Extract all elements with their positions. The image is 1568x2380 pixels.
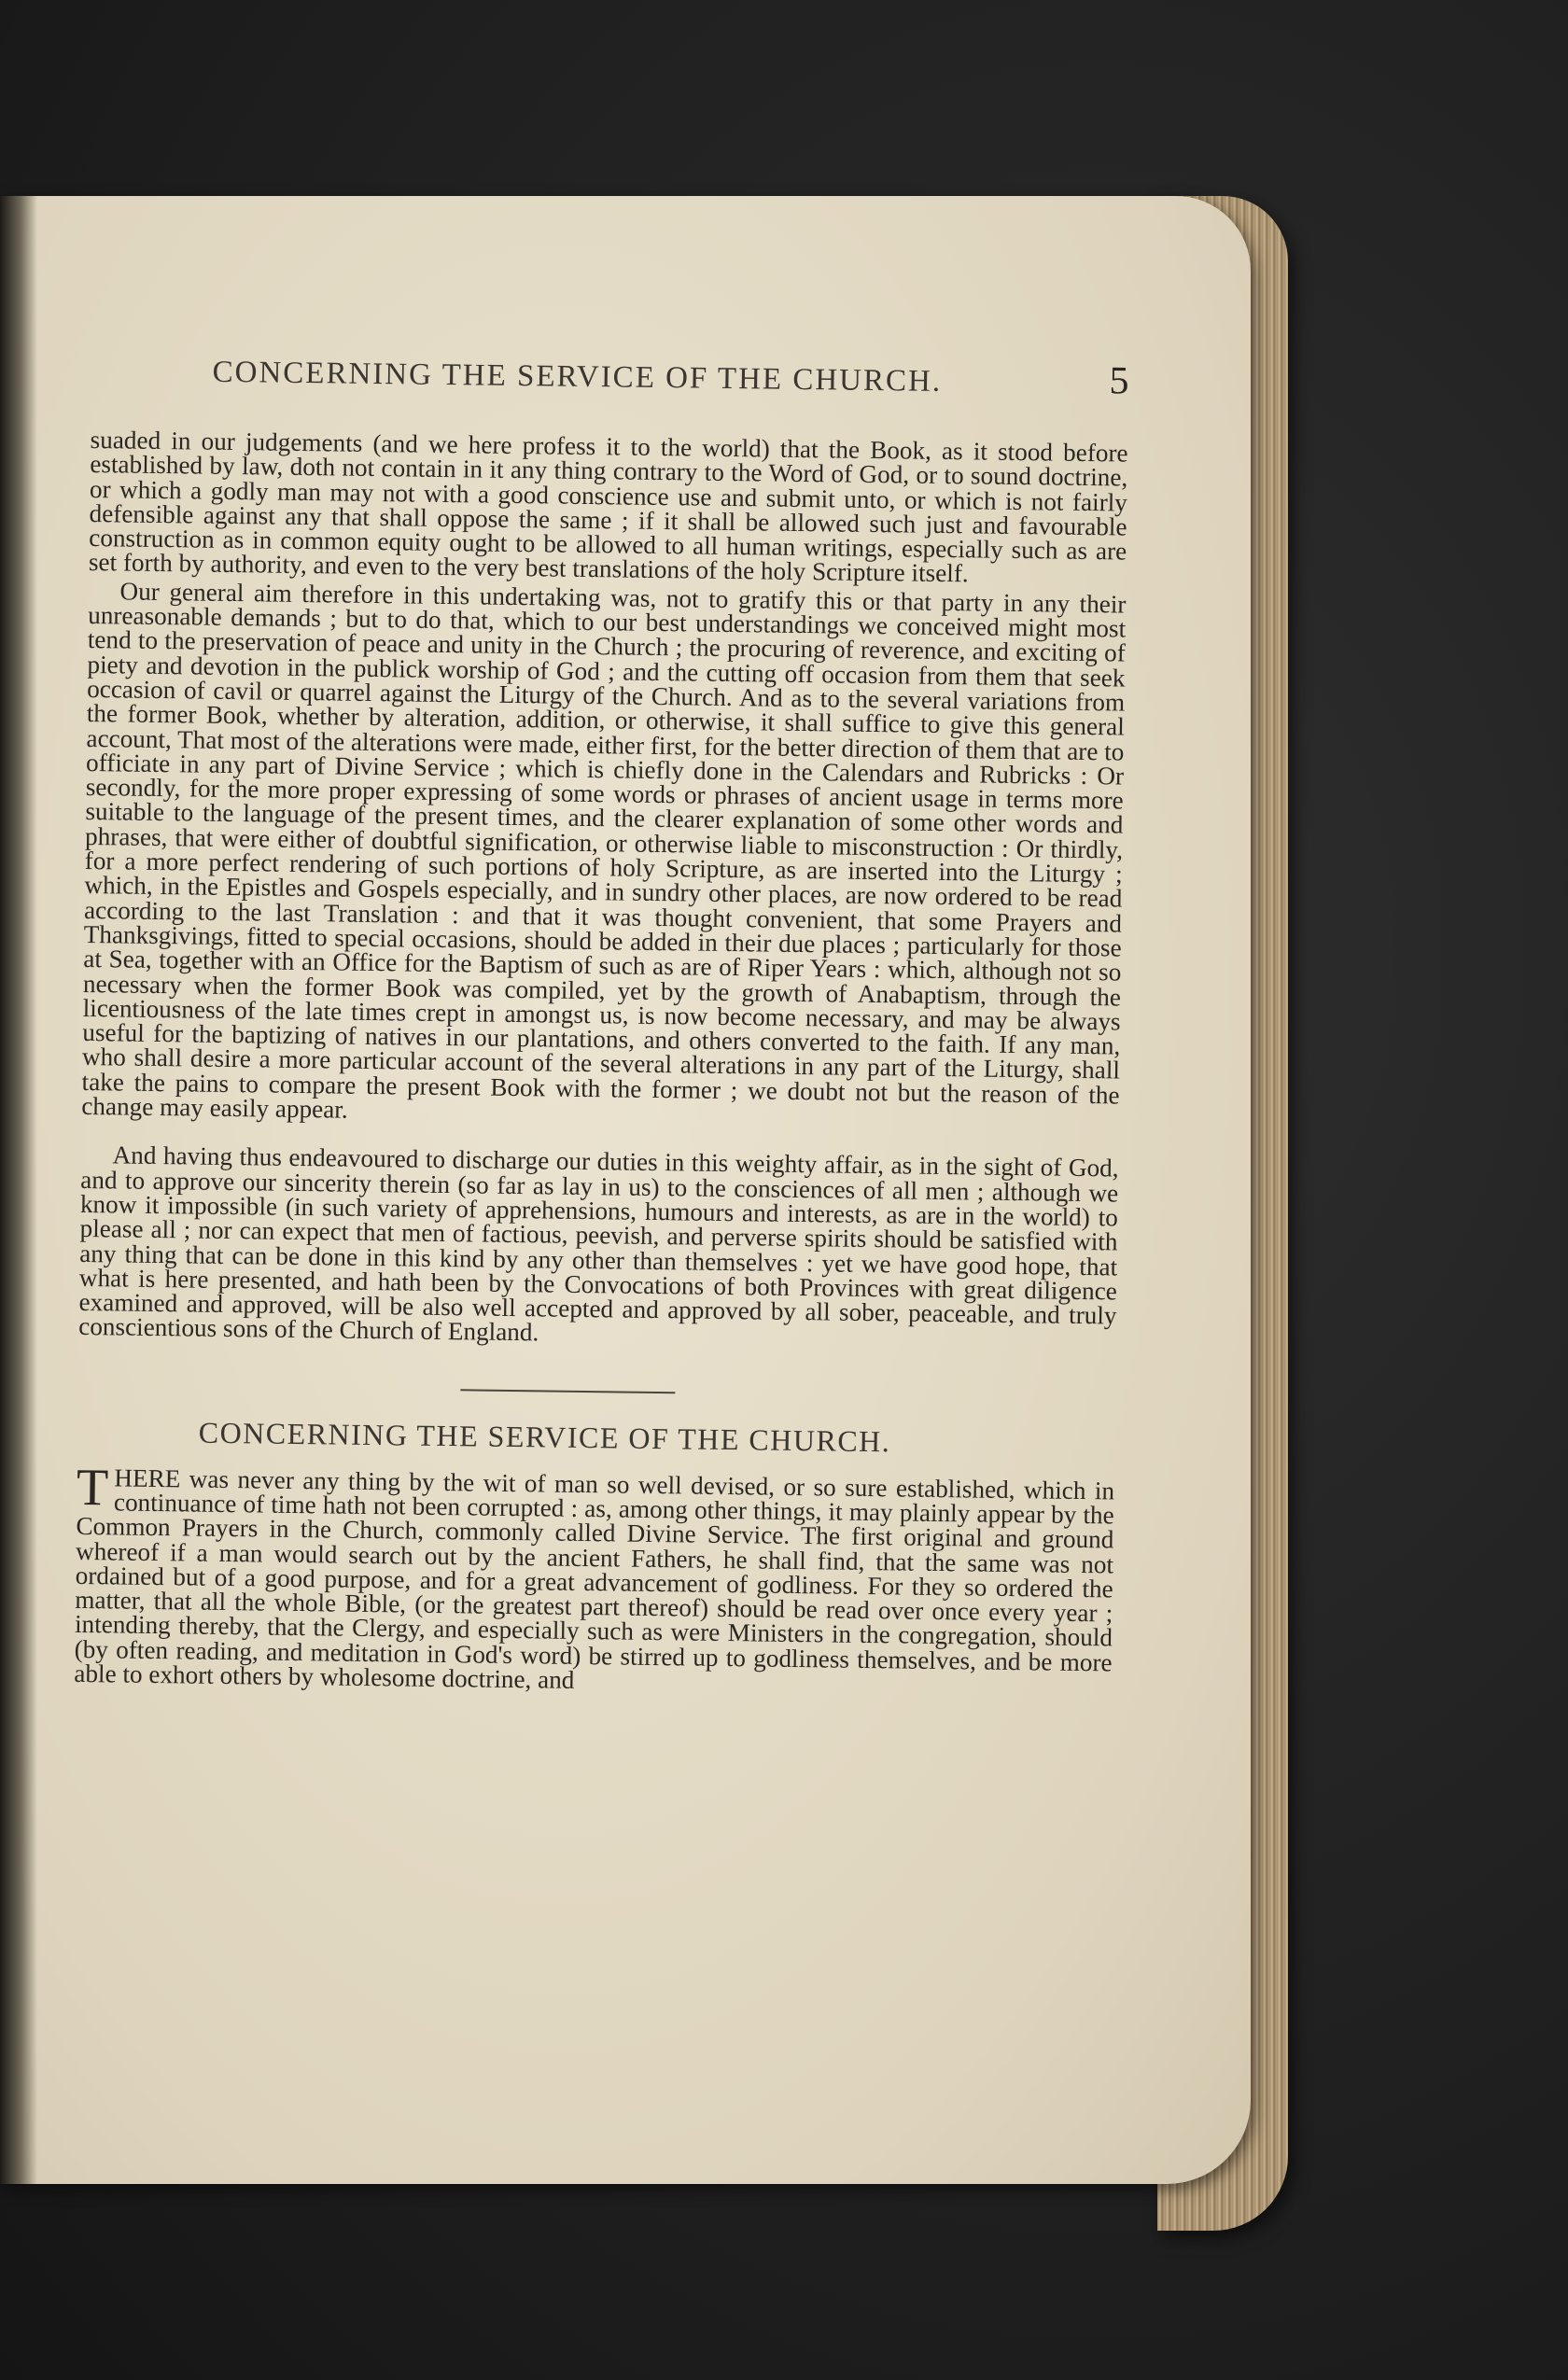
book-gutter (0, 196, 37, 2184)
paragraph-3: And having thus endeavoured to discharge our duties in this weighty affair, as in the sight of God, and to approve our sincerity therein (so far as lay in us) to the consciences of all men ; although we know it impossible (in such variety of apprehensions, humours and interests, as are in the world) to please all ; nor can expect that men of factious, peevish, and perverse spirits should be satisfied with any thing that can be done in this kind by any other than themselves : yet we have good hope, that what is here presented, and hath been by the Convocations of both Provinces with great diligence examined and approved, will be also well accepted and approved by all sober, peaceable, and truly conscientious sons of the Church of England. (78, 1141, 1119, 1347)
paragraph-1: suaded in our judgements (and we here profess it to the world) that the Book, as it stood before established by law, doth not contain in it any thing contrary to the Word of God, or to sound doctrine, or which a godly man may not with a good conscience use and submit unto, or which is not fairly defensible against any that shall oppose the same ; if it shall be allowed such just and favourable construction as in common equity ought to be allowed to all human writings, especially such as are set forth by authority, and even to the very best translations of the holy Scripture itself. (88, 425, 1128, 588)
section-heading: CONCERNING THE SERVICE OF THE CHURCH. (198, 1415, 891, 1458)
paragraph-2: Our general aim therefore in this undertaking was, not to gratify this or that party in any their unreasonable demands ; but to do that, which to our best understandings we conceived might most tend to the preservation of peace and unity in the Church ; the procuring of reverence, and exciting of piety and devotion in the publick worship of God ; and the cutting off occasion from them that seek occasion of cavil or quarrel against the Liturgy of the Church. And as to the several variations from the former Book, whether by alteration, addition, or otherwise, it shall suffice to give this general account, That most of the alterations were made, either first, for the better direction of them that are to officiate in any part of Divine Service ; which is chiefly done in the Calendars and Rubricks : Or secondly, for the more proper expressing of some words or phrases of ancient usage in terms more suitable to the language of the present times, and the clearer explanation of some other words and phrases, that were either of doubtful signification, or otherwise liable to misconstruction : Or thirdly, for a more perfect rendering of such portions of holy Scripture, as are inserted into the Liturgy ; which, in the Epistles and Gospels especially, and in sundry other places, are now ordered to be read according to the last Translation : and that it was thought convenient, that some Prayers and Thanksgivings, fitted to special occasions, should be added in their due places ; particularly for those at Sea, together with an Office for the Baptism of such as are of Riper Years : which, although not so necessary when the former Book was compiled, yet by the growth of Anabaptism, through the licentiousness of the late times crept in amongst us, is now become necessary, and may be always useful for the baptizing of natives in our plantations, and others converted to the faith. If any man, who shall desire a more particular account of the several alterations in any part of the Liturgy, shall take the pains to compare the present Book with the former ; we doubt not but the reason of the change may easily appear. (81, 577, 1127, 1124)
section-paragraph: THERE was never any thing by the wit of man so well devised, or so sure established, which in continuance of time hath not been corrupted : as, among other things, it may plainly appear by the Common Prayers in the Church, commonly called Divine Service. The first original and ground whereof if a man would search out by the ancient Fathers, he shall find, that the same was not ordained but of a good purpose, and for a great advancement of godliness. For they so ordered the matter, that all the whole Bible, (or the greatest part thereof) should be read over once every year ; intending thereby, that the Clergy, and especially such as were Ministers in the congregation, should (by often reading, and meditation in God's word) be stirred up to godliness themselves, and be more able to exhort others by wholesome doctrine, and (74, 1458, 1115, 1694)
section-divider (460, 1389, 675, 1393)
running-head-title: CONCERNING THE SERVICE OF THE CHURCH. (212, 355, 943, 399)
page-number: 5 (1109, 359, 1129, 403)
page-text-block (74, 345, 1129, 1700)
